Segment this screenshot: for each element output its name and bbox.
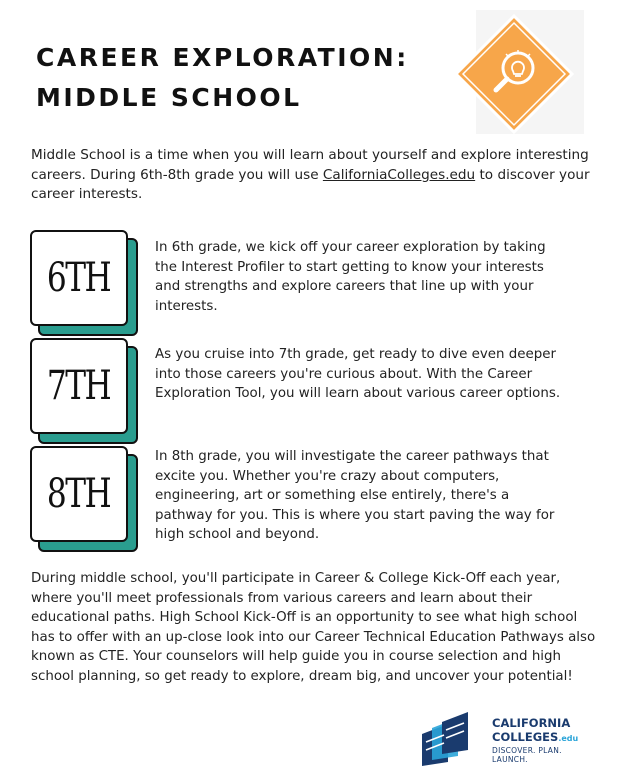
grade-text-7th: As you cruise into 7th grade, get ready to dive even deeper into those careers you're curious about. With the Career Exploration Tool, you will learn about various career options. xyxy=(155,347,561,401)
closing-paragraph: During middle school, you'll participate in Career & College Kick-Off each year, where you'll meet professionals from various careers and learn about their educational paths. High School Kick-Off is an opportunity to see what high school has to offer with an up-close look into our Career Technical Education Pathways also known as CTE. Your counselors will help guide you in course selection and high school planning, so get ready to explore, dream big, and uncover your potential! xyxy=(31,571,596,684)
magnifier-lightbulb-icon xyxy=(444,10,584,134)
californiacolleges-link[interactable]: CaliforniaColleges.edu xyxy=(322,166,476,183)
intro-paragraph xyxy=(31,146,597,205)
title-line-2: MIDDLE SCHOOL xyxy=(36,83,302,112)
grade-label-7th: 7TH xyxy=(47,363,111,409)
grade-tile-7th xyxy=(28,336,138,444)
intro-text-before: Middle School is a time when you will learn about yourself and explore interesting careers. During 6th-8th grade you will use xyxy=(31,147,589,183)
grade-label-6th: 6TH xyxy=(47,255,111,301)
california-colleges-logo xyxy=(418,708,598,770)
logo-edu: .edu xyxy=(558,734,579,743)
grade-text-8th: In 8th grade, you will investigate the career pathways that excite you. Whether you're crazy about computers, engineering, art or something else entirely, there's a pathway for you. This is where you start paving the way for high school and beyond. xyxy=(155,449,555,542)
logo-tagline: DISCOVER. PLAN. LAUNCH. xyxy=(492,746,562,764)
page-title xyxy=(36,38,409,118)
logo-wordmark xyxy=(492,716,578,746)
grade-label-8th: 8TH xyxy=(47,471,111,517)
logo-line-1: CALIFORNIA xyxy=(492,716,571,730)
title-line-1: CAREER EXPLORATION: xyxy=(36,43,409,72)
stacked-books-logo-icon xyxy=(418,712,480,766)
grade-tile-6th xyxy=(28,228,138,336)
grade-tile-8th xyxy=(28,444,138,552)
intro-text-after: to discover your career interests. xyxy=(31,166,590,202)
grade-text-6th: In 6th grade, we kick off your career exploration by taking the Interest Profiler to start getting to know your interests and strengths and explore careers that line up with your interests. xyxy=(155,240,546,314)
logo-line-2: COLLEGES xyxy=(492,730,559,744)
